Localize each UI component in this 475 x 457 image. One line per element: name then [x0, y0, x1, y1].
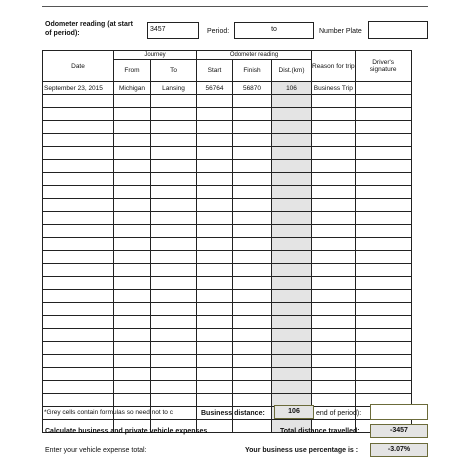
date-cell[interactable] — [43, 251, 114, 264]
distance-cell — [272, 238, 312, 251]
to-cell[interactable] — [151, 342, 197, 355]
signature-cell[interactable] — [355, 225, 411, 238]
to-cell[interactable] — [151, 251, 197, 264]
reason-cell[interactable] — [312, 108, 356, 121]
reason-cell[interactable] — [312, 134, 356, 147]
to-cell[interactable] — [151, 186, 197, 199]
total-distance-value: -3457 — [370, 424, 428, 438]
finish-cell[interactable] — [233, 329, 272, 342]
finish-cell[interactable] — [233, 95, 272, 108]
table-row — [43, 381, 412, 394]
finish-cell[interactable] — [233, 173, 272, 186]
distance-cell — [272, 147, 312, 160]
finish-cell[interactable] — [233, 147, 272, 160]
reason-cell[interactable] — [312, 381, 356, 394]
date-cell[interactable] — [43, 186, 114, 199]
distance-cell — [272, 329, 312, 342]
from-cell[interactable] — [114, 394, 151, 407]
signature-cell[interactable] — [355, 199, 411, 212]
from-cell[interactable] — [114, 186, 151, 199]
signature-cell[interactable] — [355, 381, 411, 394]
period-input[interactable]: to — [234, 22, 314, 39]
start-cell[interactable] — [197, 316, 233, 329]
to-cell[interactable] — [151, 355, 197, 368]
to-cell[interactable] — [151, 225, 197, 238]
finish-cell[interactable] — [233, 238, 272, 251]
signature-cell[interactable] — [355, 264, 411, 277]
date-cell[interactable] — [43, 199, 114, 212]
table-row — [43, 212, 412, 225]
date-cell[interactable] — [43, 329, 114, 342]
signature-cell[interactable] — [355, 186, 411, 199]
reason-cell[interactable] — [312, 329, 356, 342]
distance-cell — [272, 212, 312, 225]
finish-cell[interactable] — [233, 290, 272, 303]
finish-cell[interactable] — [233, 134, 272, 147]
to-cell[interactable] — [151, 134, 197, 147]
top-rule — [42, 6, 428, 7]
signature-cell[interactable] — [355, 290, 411, 303]
from-cell[interactable] — [114, 277, 151, 290]
to-cell[interactable] — [151, 368, 197, 381]
table-row — [43, 251, 412, 264]
from-cell[interactable] — [114, 160, 151, 173]
signature-cell[interactable] — [355, 147, 411, 160]
date-cell[interactable] — [43, 368, 114, 381]
date-cell[interactable] — [43, 381, 114, 394]
start-cell[interactable] — [197, 212, 233, 225]
signature-cell[interactable] — [355, 121, 411, 134]
distance-cell — [272, 342, 312, 355]
reason-cell[interactable] — [312, 186, 356, 199]
journey-header: Journey — [114, 51, 197, 60]
distance-cell — [272, 160, 312, 173]
reason-cell[interactable] — [312, 290, 356, 303]
start-cell[interactable] — [197, 108, 233, 121]
table-row — [43, 147, 412, 160]
finish-cell[interactable] — [233, 381, 272, 394]
table-row — [43, 316, 412, 329]
start-cell[interactable] — [197, 147, 233, 160]
table-row — [43, 238, 412, 251]
vehicle-expense-label: Enter your vehicle expense total: — [45, 447, 147, 454]
distance-header: Dist.(km) — [272, 60, 312, 82]
from-cell[interactable] — [114, 316, 151, 329]
signature-cell[interactable] — [355, 173, 411, 186]
from-cell[interactable] — [114, 95, 151, 108]
to-cell[interactable] — [151, 199, 197, 212]
start-cell[interactable] — [197, 238, 233, 251]
distance-cell — [272, 225, 312, 238]
start-cell[interactable] — [197, 394, 233, 407]
from-cell[interactable] — [114, 329, 151, 342]
business-distance-label: Business distance: — [201, 410, 265, 417]
from-cell[interactable] — [114, 355, 151, 368]
reason-cell[interactable] — [312, 368, 356, 381]
date-cell[interactable] — [43, 147, 114, 160]
reason-cell[interactable] — [312, 251, 356, 264]
start-cell[interactable] — [197, 160, 233, 173]
signature-cell[interactable] — [355, 303, 411, 316]
date-cell[interactable] — [43, 290, 114, 303]
signature-cell[interactable] — [355, 134, 411, 147]
start-cell[interactable] — [197, 277, 233, 290]
table-row — [43, 264, 412, 277]
date-cell[interactable] — [43, 238, 114, 251]
reason-cell[interactable] — [312, 147, 356, 160]
odometer-reading-header: Odometer reading — [197, 51, 312, 60]
finish-cell[interactable] — [233, 251, 272, 264]
table-row — [43, 160, 412, 173]
signature-cell[interactable] — [355, 277, 411, 290]
reason-cell[interactable] — [312, 316, 356, 329]
reason-cell[interactable] — [312, 355, 356, 368]
date-cell[interactable] — [43, 225, 114, 238]
from-cell[interactable] — [114, 121, 151, 134]
date-cell[interactable] — [43, 95, 114, 108]
to-cell[interactable] — [151, 238, 197, 251]
finish-cell[interactable] — [233, 394, 272, 407]
table-row — [43, 355, 412, 368]
from-cell[interactable] — [114, 134, 151, 147]
start-cell[interactable] — [197, 368, 233, 381]
from-cell[interactable] — [114, 264, 151, 277]
from-cell[interactable] — [114, 212, 151, 225]
date-cell[interactable] — [43, 303, 114, 316]
distance-cell — [272, 108, 312, 121]
to-cell[interactable]: Lansing — [151, 82, 197, 95]
reason-cell[interactable] — [312, 264, 356, 277]
reason-cell[interactable] — [312, 394, 356, 407]
finish-cell[interactable] — [233, 212, 272, 225]
start-cell[interactable] — [197, 225, 233, 238]
number-plate-input[interactable] — [368, 21, 428, 39]
start-cell[interactable] — [197, 355, 233, 368]
distance-cell — [272, 251, 312, 264]
date-cell[interactable] — [43, 342, 114, 355]
distance-cell — [272, 303, 312, 316]
date-cell[interactable] — [43, 355, 114, 368]
distance-cell — [272, 186, 312, 199]
to-cell[interactable] — [151, 95, 197, 108]
to-cell[interactable] — [151, 173, 197, 186]
start-cell[interactable] — [197, 290, 233, 303]
start-cell[interactable] — [197, 251, 233, 264]
to-cell[interactable] — [151, 290, 197, 303]
finish-cell[interactable] — [233, 420, 272, 433]
date-cell[interactable] — [43, 121, 114, 134]
signature-cell[interactable] — [355, 95, 411, 108]
finish-cell[interactable] — [233, 355, 272, 368]
start-cell[interactable] — [197, 121, 233, 134]
finish-cell[interactable] — [233, 160, 272, 173]
from-cell[interactable] — [114, 108, 151, 121]
signature-cell[interactable] — [355, 160, 411, 173]
total-distance-label: Total distance travelled: — [280, 428, 360, 435]
signature-cell[interactable] — [355, 368, 411, 381]
distance-cell — [272, 134, 312, 147]
finish-cell[interactable] — [233, 342, 272, 355]
finish-cell[interactable] — [233, 368, 272, 381]
signature-cell[interactable] — [355, 342, 411, 355]
reason-cell[interactable] — [312, 303, 356, 316]
date-cell[interactable] — [43, 212, 114, 225]
reason-cell[interactable] — [312, 95, 356, 108]
signature-cell[interactable] — [355, 82, 411, 95]
distance-cell — [272, 381, 312, 394]
end-of-period-label: end of period): — [316, 410, 362, 417]
from-cell[interactable] — [114, 238, 151, 251]
table-row — [43, 277, 412, 290]
table-row — [43, 394, 412, 407]
finish-cell[interactable] — [233, 121, 272, 134]
from-header: From — [114, 60, 151, 82]
distance-cell — [272, 290, 312, 303]
date-header: Date — [43, 51, 114, 82]
to-cell[interactable] — [151, 147, 197, 160]
business-use-label: Your business use percentage is : — [245, 447, 359, 454]
table-row — [43, 95, 412, 108]
table-row — [43, 225, 412, 238]
start-cell[interactable] — [197, 199, 233, 212]
distance-cell — [272, 277, 312, 290]
start-header: Start — [197, 60, 233, 82]
to-cell[interactable] — [151, 329, 197, 342]
table-row — [43, 108, 412, 121]
business-use-value: -3.07% — [370, 443, 428, 457]
from-cell[interactable] — [114, 303, 151, 316]
signature-cell[interactable] — [355, 329, 411, 342]
finish-cell[interactable] — [233, 108, 272, 121]
reason-cell[interactable] — [312, 212, 356, 225]
from-cell[interactable] — [114, 225, 151, 238]
trip-log-body — [43, 82, 412, 433]
distance-cell — [272, 121, 312, 134]
start-cell[interactable] — [197, 134, 233, 147]
from-cell[interactable] — [114, 381, 151, 394]
date-cell[interactable]: September 23, 2015 — [43, 82, 114, 95]
trip-log-table — [42, 50, 412, 433]
finish-cell[interactable] — [233, 316, 272, 329]
reason-cell[interactable] — [312, 238, 356, 251]
to-header: To — [151, 60, 197, 82]
finish-cell[interactable] — [233, 264, 272, 277]
finish-cell[interactable] — [233, 277, 272, 290]
distance-cell — [272, 368, 312, 381]
from-cell[interactable] — [114, 147, 151, 160]
date-cell[interactable] — [43, 394, 114, 407]
reason-cell[interactable] — [312, 173, 356, 186]
from-cell[interactable] — [114, 251, 151, 264]
table-row — [43, 342, 412, 355]
distance-cell — [272, 199, 312, 212]
date-cell[interactable] — [43, 160, 114, 173]
start-cell[interactable] — [197, 329, 233, 342]
reason-cell[interactable] — [312, 199, 356, 212]
reason-cell[interactable]: Business Trip — [312, 82, 356, 95]
table-row — [43, 134, 412, 147]
signature-cell[interactable] — [355, 108, 411, 121]
table-row — [43, 329, 412, 342]
start-cell[interactable]: 56764 — [197, 82, 233, 95]
to-cell[interactable] — [151, 264, 197, 277]
start-cell[interactable] — [197, 264, 233, 277]
start-cell[interactable] — [197, 186, 233, 199]
signature-cell[interactable] — [355, 316, 411, 329]
from-cell[interactable] — [114, 173, 151, 186]
date-cell[interactable] — [43, 316, 114, 329]
finish-cell[interactable] — [233, 186, 272, 199]
end-of-period-input[interactable] — [370, 404, 428, 420]
signature-cell[interactable] — [355, 238, 411, 251]
distance-cell — [272, 355, 312, 368]
to-cell[interactable] — [151, 277, 197, 290]
odometer-start-label: Odometer reading (at start of period): — [45, 21, 133, 37]
reason-cell[interactable] — [312, 342, 356, 355]
reason-cell[interactable] — [312, 160, 356, 173]
table-row — [43, 368, 412, 381]
to-cell[interactable] — [151, 394, 197, 407]
signature-cell[interactable] — [355, 251, 411, 264]
period-label: Period: — [207, 28, 230, 35]
table-row — [43, 121, 412, 134]
calculate-expenses-label: Calculate business and private vehicle expenses — [45, 428, 208, 435]
grey-cells-note: *Grey cells contain formulas so need not to c — [44, 409, 173, 416]
signature-cell[interactable] — [355, 212, 411, 225]
distance-cell — [272, 316, 312, 329]
reason-cell[interactable] — [312, 225, 356, 238]
table-row — [43, 173, 412, 186]
driver-signature-header: Driver's signature — [355, 51, 411, 82]
date-cell[interactable] — [43, 277, 114, 290]
table-row — [43, 303, 412, 316]
to-cell[interactable] — [151, 108, 197, 121]
distance-cell: 106 — [272, 82, 312, 95]
reason-cell[interactable] — [312, 121, 356, 134]
to-cell[interactable] — [151, 121, 197, 134]
finish-cell[interactable] — [233, 199, 272, 212]
to-cell[interactable] — [151, 160, 197, 173]
from-cell[interactable] — [114, 290, 151, 303]
to-cell[interactable] — [151, 381, 197, 394]
finish-cell[interactable] — [233, 225, 272, 238]
table-row — [43, 199, 412, 212]
distance-cell — [272, 264, 312, 277]
date-cell[interactable] — [43, 173, 114, 186]
start-cell[interactable] — [197, 95, 233, 108]
table-row — [43, 290, 412, 303]
start-cell[interactable] — [197, 342, 233, 355]
from-cell[interactable] — [114, 342, 151, 355]
to-cell[interactable] — [151, 316, 197, 329]
start-cell[interactable] — [197, 303, 233, 316]
from-cell[interactable] — [114, 368, 151, 381]
distance-cell — [272, 173, 312, 186]
date-cell[interactable] — [43, 108, 114, 121]
from-cell[interactable]: Michigan — [114, 82, 151, 95]
odometer-start-input[interactable]: 3457 — [147, 22, 199, 39]
finish-cell[interactable] — [233, 303, 272, 316]
finish-cell[interactable]: 56870 — [233, 82, 272, 95]
number-plate-label: Number Plate — [319, 28, 362, 35]
table-row — [43, 186, 412, 199]
to-cell[interactable] — [151, 212, 197, 225]
distance-cell — [272, 95, 312, 108]
signature-cell[interactable] — [355, 355, 411, 368]
start-cell[interactable] — [197, 381, 233, 394]
to-cell[interactable] — [151, 303, 197, 316]
reason-header: Reason for trip — [312, 51, 356, 82]
reason-cell[interactable] — [312, 277, 356, 290]
date-cell[interactable] — [43, 264, 114, 277]
from-cell[interactable] — [114, 199, 151, 212]
table-row — [43, 82, 412, 95]
date-cell[interactable] — [43, 134, 114, 147]
start-cell[interactable] — [197, 173, 233, 186]
business-distance-value: 106 — [274, 405, 314, 419]
finish-header: Finish — [233, 60, 272, 82]
